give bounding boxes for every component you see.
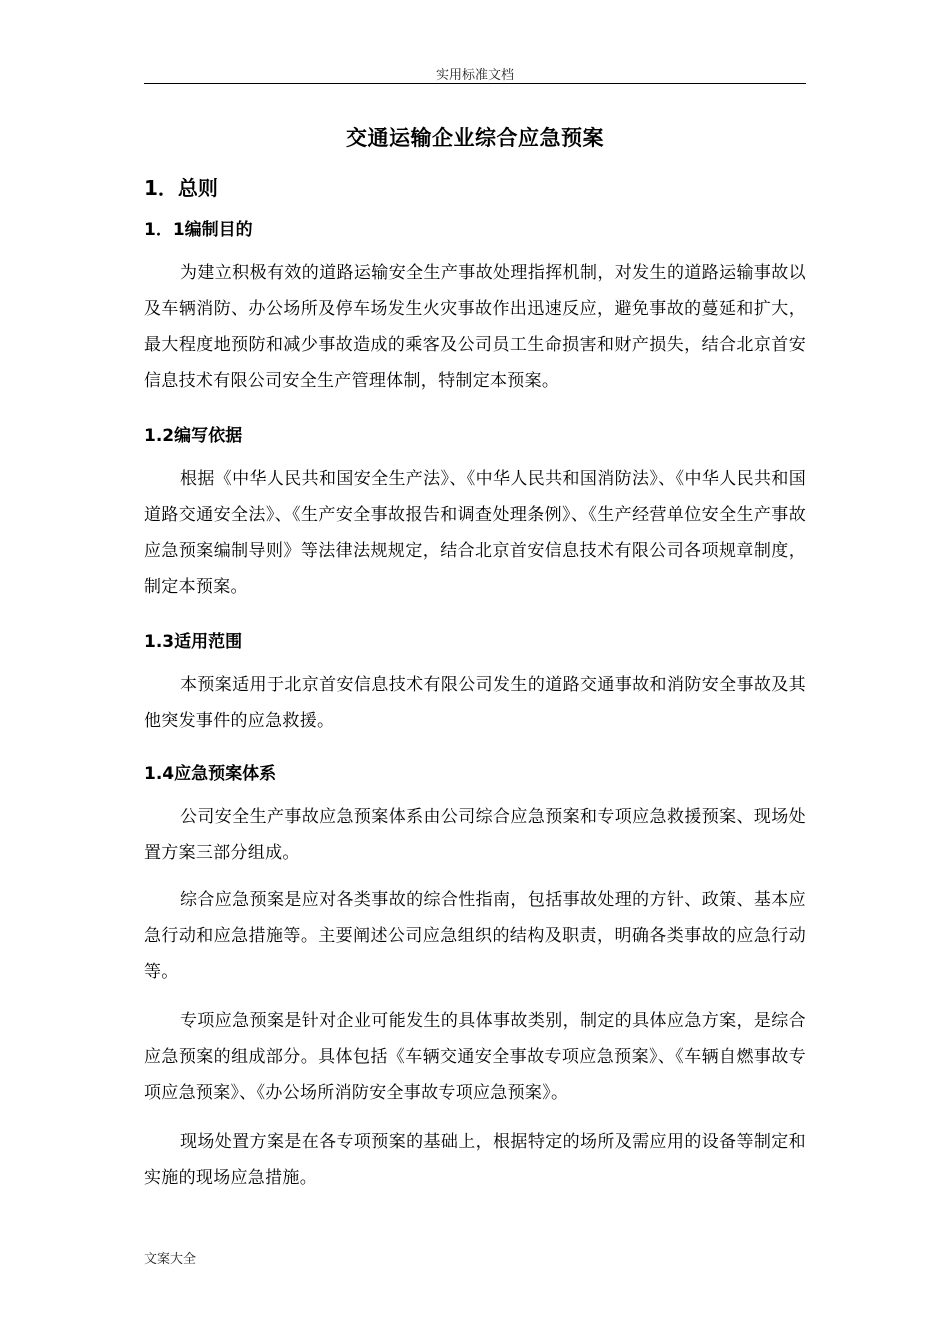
- section-1-4-paragraph-1: 公司安全生产事故应急预案体系由公司综合应急预案和专项应急救援预案、现场处置方案三部分组成。: [144, 807, 806, 863]
- header-divider: [144, 83, 806, 84]
- section-1-1-paragraph: 为建立积极有效的道路运输安全生产事故处理指挥机制，对发生的道路运输事故以及车辆消防、办公场所及停车场发生火灾事故作出迅速反应，避免事故的蔓延和扩大，最大程度地预防和减少事故造成的乘客及公司员工生命损害和财产损失，结合北京首安信息技术有限公司安全生产管理体制，特制定本预案。: [144, 263, 806, 391]
- section-1-4-paragraph-4: 现场处置方案是在各专项预案的基础上，根据特定的场所及需应用的设备等制定和实施的现场应急措施。: [144, 1132, 806, 1188]
- section-1-3-paragraph: 本预案适用于北京首安信息技术有限公司发生的道路交通事故和消防安全事故及其他突发事件的应急救援。: [144, 675, 806, 731]
- section-1-4-paragraph-3: 专项应急预案是针对企业可能发生的具体事故类别，制定的具体应急方案，是综合应急预案的组成部分。具体包括《车辆交通安全事故专项应急预案》、《车辆自燃事故专项应急预案》、《办公场所消防安全事故专项应急预案》。: [144, 1011, 806, 1103]
- document-title: 交通运输企业综合应急预案: [346, 126, 604, 150]
- page-footer: 文案大全: [144, 1252, 197, 1267]
- section-1-heading: 1．总则: [144, 176, 218, 200]
- section-1-1-heading: 1．1编制目的: [144, 220, 253, 240]
- section-1-2-paragraph: 根据《中华人民共和国安全生产法》、《中华人民共和国消防法》、《中华人民共和国道路交通安全法》、《生产安全事故报告和调查处理条例》、《生产经营单位安全生产事故应急预案编制导则》等法律法规规定，结合北京首安信息技术有限公司各项规章制度，制定本预案。: [144, 469, 806, 597]
- section-1-2-heading: 1.2编写依据: [144, 426, 243, 446]
- header-text: 实用标准文档: [435, 68, 514, 83]
- section-1-3-heading: 1.3适用范围: [144, 632, 243, 652]
- section-1-4-paragraph-2: 综合应急预案是应对各类事故的综合性指南，包括事故处理的方针、政策、基本应急行动和应急措施等。主要阐述公司应急组织的结构及职责，明确各类事故的应急行动等。: [144, 890, 806, 982]
- section-1-4-heading: 1.4应急预案体系: [144, 764, 277, 784]
